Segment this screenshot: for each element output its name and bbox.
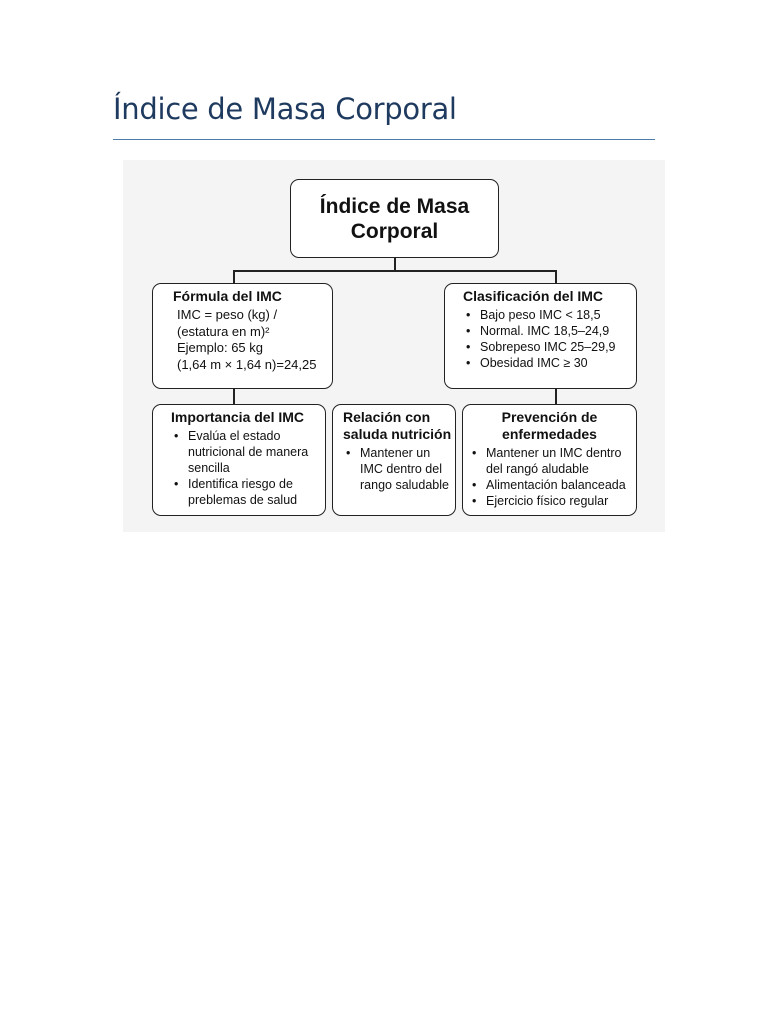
formula-box [152,283,333,389]
connector-to-classification [555,270,557,283]
connector-main-down [394,258,396,270]
prevention-item: • Ejercicio físico regular [469,493,636,509]
importance-list [171,428,325,508]
classification-list [463,307,636,371]
prevention-box [462,404,637,516]
relation-box [332,404,456,516]
importance-box [152,404,326,516]
classification-item: • Sobrepeso IMC 25–29,9 [463,339,636,355]
main-concept-line1: Índice de Masa [319,194,470,218]
connector-to-formula [233,270,235,283]
prevention-heading-line2: enfermedades [502,426,597,442]
importance-item: • Evalúa el estado nutricional de manera sencilla [171,428,313,476]
formula-line: (1,64 m × 1,64 n)=24,25 [177,356,317,372]
connector-horizontal [233,270,556,272]
main-concept-box [290,179,499,258]
document-title: Índice de Masa Corporal [113,92,457,126]
relation-item: • Mantener un IMC dentro del rango saludable [343,445,450,493]
classification-item: • Obesidad IMC ≥ 30 [463,355,636,371]
imc-concept-map [123,160,665,532]
prevention-item: • Mantener un IMC dentro del rangó aludable [469,445,636,477]
relation-heading-line2: saluda nutrición [343,426,452,442]
relation-list [343,445,455,493]
prevention-item: • Alimentación balanceada [469,477,636,493]
prevention-list [469,445,636,509]
classification-heading: Clasificación del IMC [463,288,604,304]
connector-formula-importance [233,389,235,404]
prevention-heading-line1: Prevención de [501,409,598,425]
classification-box [444,283,637,389]
formula-line: (estatura en m)² [177,323,270,339]
classification-item: • Normal. IMC 18,5–24,9 [463,323,636,339]
connector-classification-prevention [555,389,557,404]
formula-line: Ejemplo: 65 kg [177,340,263,355]
formula-heading: Fórmula del IMC [173,288,282,304]
classification-item: • Bajo peso IMC < 18,5 [463,307,636,323]
title-underline [113,139,655,140]
importance-item: • Identifica riesgo de preblemas de salud [171,476,313,508]
importance-heading: Importancia del IMC [171,409,305,425]
main-concept-line2: Corporal [350,219,439,243]
formula-line: IMC = peso (kg) / [177,307,278,322]
relation-heading-line1: Relación con [343,409,431,425]
